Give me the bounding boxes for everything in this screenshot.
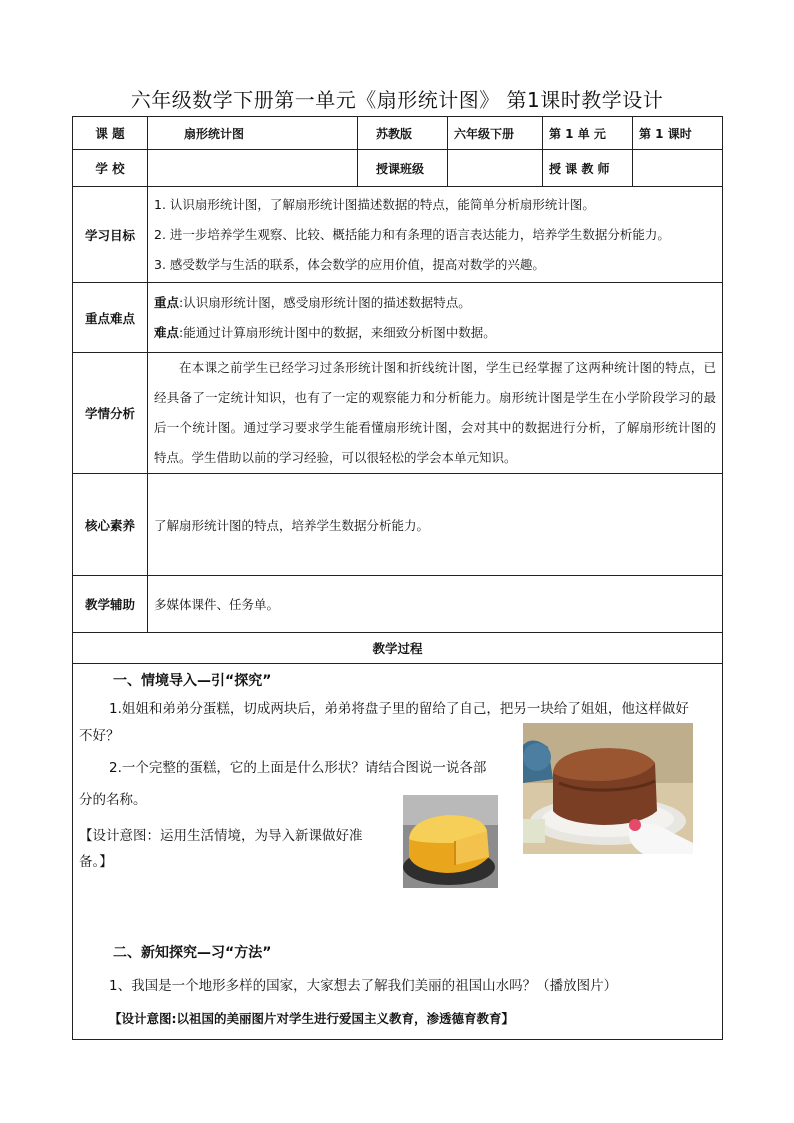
row-process: [73, 664, 723, 1040]
topic-label: 课 题: [73, 117, 148, 150]
core-text: 了解扇形统计图的特点，培养学生数据分析能力。: [148, 474, 723, 576]
analysis-text: 在本课之前学生已经学习过条形统计图和折线统计图，学生已经掌握了这两种统计图的特点，已经具备了一定统计知识，也有了一定的观察能力和分析能力。扇形统计图是学生在小学阶段学习的最后一个统计图。通过学习要求学生能看懂扇形统计图，会对其中的数据进行分析，了解扇形统计图的特点。学生借助以前的学习经验，可以很轻松的学会本单元知识。: [148, 353, 723, 474]
key-points-content: [148, 283, 723, 353]
question-3: 1、我国是一个地形多样的国家，大家想去了解我们美丽的祖国山水吗？（播放图片）: [109, 978, 618, 994]
document-title: 六年级数学下册第一单元《扇形统计图》 第1课时教学设计: [130, 88, 664, 112]
row-goals: [73, 187, 723, 283]
school-label: 学 校: [73, 150, 148, 187]
lesson-number: 第 1 课时: [633, 117, 723, 150]
aids-label: 教学辅助: [73, 576, 148, 633]
row-topic: [73, 117, 723, 150]
sponge-cake-image: [403, 795, 498, 888]
class-value: [448, 150, 543, 187]
question-1-line-2: 不好？: [79, 728, 120, 744]
row-core: [73, 474, 723, 576]
question-2-line-2: 分的名称。: [79, 792, 147, 808]
publisher: 苏教版: [358, 117, 448, 150]
class-label: 授课班级: [358, 150, 448, 187]
core-label: 核心素养: [73, 474, 148, 576]
aids-text: 多媒体课件、任务单。: [148, 576, 723, 633]
lesson-plan-table: [72, 116, 723, 1040]
section-1-title: 一、情境导入—引“探究”: [113, 673, 272, 689]
row-aids: [73, 576, 723, 633]
key-label: 重点: [154, 294, 180, 310]
goal-item: 2. 进一步培养学生观察、比较、概括能力和有条理的语言表达能力，培养学生数据分析能力。: [154, 226, 670, 242]
topic-value: 扇形统计图: [148, 117, 358, 150]
teacher-value: [633, 150, 723, 187]
question-2-line-1: 2.一个完整的蛋糕，它的上面是什么形状？请结合图说一说各部: [109, 760, 487, 776]
goals-content: [148, 187, 723, 283]
key-text: :认识扇形统计图，感受扇形统计图的描述数据特点。: [179, 294, 471, 310]
difficulty-label: 难点: [154, 324, 180, 340]
row-key-points: [73, 283, 723, 353]
design-intent-1-line-1: 【设计意图：运用生活情境，为导入新课做好准: [79, 828, 363, 844]
grade: 六年级下册: [448, 117, 543, 150]
school-value: [148, 150, 358, 187]
goals-label: 学习目标: [73, 187, 148, 283]
design-intent-2: 【设计意图:以祖国的美丽图片对学生进行爱国主义教育，渗透德育教育】: [109, 1011, 515, 1026]
process-content: [73, 664, 723, 1040]
teacher-label: 授 课 教 师: [543, 150, 633, 187]
goal-item: 3. 感受数学与生活的联系，体会数学的应用价值，提高对数学的兴趣。: [154, 256, 545, 272]
difficulty-text: :能通过计算扇形统计图中的数据，来细致分析图中数据。: [179, 324, 496, 340]
key-points-label: 重点难点: [73, 283, 148, 353]
chocolate-cake-image: [523, 723, 693, 854]
analysis-label: 学情分析: [73, 353, 148, 474]
question-1-line-1: 1.姐姐和弟弟分蛋糕，切成两块后，弟弟将盘子里的留给了自己，把另一块给了姐姐，他这样做好: [109, 701, 689, 717]
design-intent-1-line-2: 备。】: [79, 854, 113, 870]
row-school: [73, 150, 723, 187]
section-2-title: 二、新知探究—习“方法”: [113, 945, 272, 961]
row-analysis: [73, 353, 723, 474]
goal-item: 1. 认识扇形统计图，了解扇形统计图描述数据的特点，能简单分析扇形统计图。: [154, 196, 595, 212]
row-process-title: [73, 633, 723, 664]
process-title: 教学过程: [73, 633, 723, 664]
unit: 第 1 单 元: [543, 117, 633, 150]
